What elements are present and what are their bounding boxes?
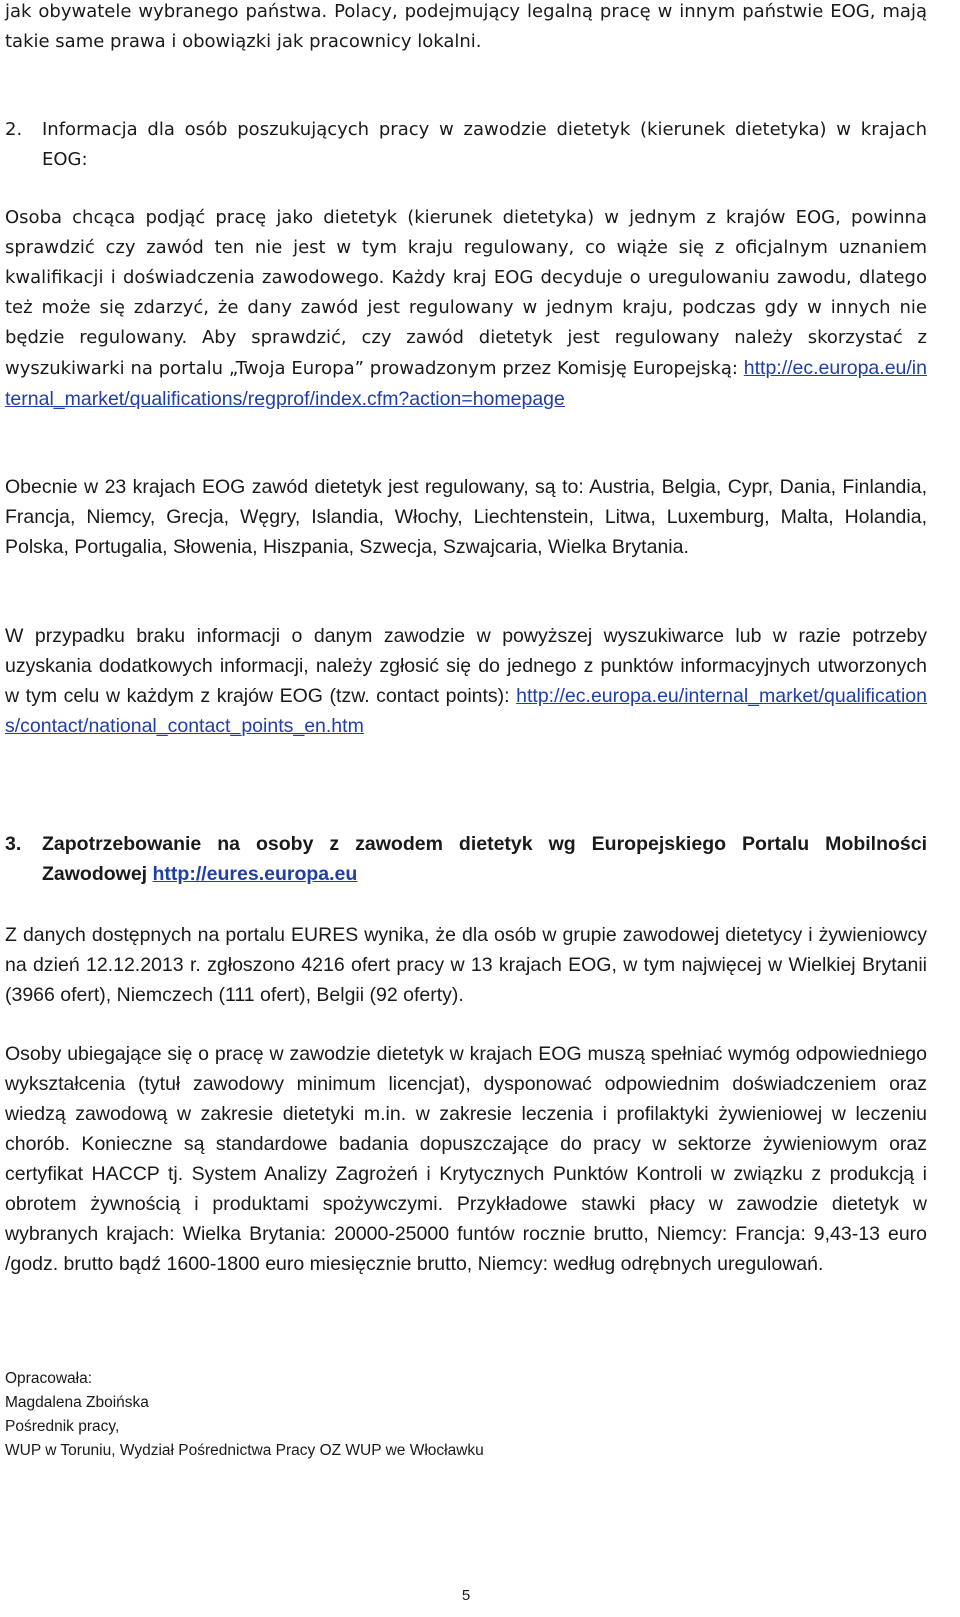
section-2-title: Informacja dla osób poszukujących pracy w zawodzie dietetyk (kierunek dietetyka) w krajach EOG: — [42, 119, 927, 170]
paragraph-eures-offers — [5, 920, 927, 1010]
section-2-number: 2. — [5, 119, 23, 140]
contact-points-link[interactable]: http://ec.europa.eu/internal_market/qualifications/contact/national_contact_points_en.htm — [5, 685, 927, 737]
paragraph-contact-points-text: W przypadku braku informacji o danym zawodzie w powyższej wyszukiwarce lub w razie potrzeby uzyskania dodatkowych informacji, należy zgłosić się do jednego z punktów informacyjnych utworzonych w tym celu w każdym z krajów EOG (tzw. contact points): — [5, 625, 927, 707]
intro-text: jak obywatele wybranego państwa. Polacy, podejmujący legalną pracę w innym państwie EOG, mają takie same prawa i obowiązki jak pracownicy lokalni. — [5, 1, 927, 52]
credits — [5, 1367, 927, 1463]
page-number: 5 — [461, 1587, 471, 1604]
section-2-heading — [5, 115, 927, 175]
credits-label: Opracowała: — [5, 1370, 93, 1387]
section-3-title: Zapotrzebowanie na osoby z zawodem dietetyk wg Europejskiego Portalu Mobilności Zawodowej — [42, 833, 927, 885]
paragraph-regulation-text: Osoba chcąca podjąć pracę jako dietetyk (kierunek dietetyka) w jednym z krajów EOG, powinna sprawdzić czy zawód ten nie jest w tym kraju regulowany, co wiąże się z oficjalnym uznaniem kwalifikacji i doświadczenia zawodowego. Każdy kraj EOG decyduje o uregulowaniu zawodu, dlatego też może się zdarzyć, że dany zawód jest regulowany w jednym kraju, podczas gdy w innych nie będzie regulowany. Aby sprawdzić, czy zawód dietetyk jest regulowany należy skorzystać z wyszukiwarki na portalu „Twoja Europa” prowadzonym przez Komisję Europejską: — [5, 207, 927, 379]
paragraph-eures-offers-text: Z danych dostępnych na portalu EURES wynika, że dla osób w grupie zawodowej dietetycy i żywieniowcy na dzień 12.12.2013 r. zgłoszono 4216 ofert pracy w 13 krajach EOG, w tym najwięcej w Wielkiej Brytanii (3966 ofert), Niemczech (111 ofert), Belgii (92 oferty). — [5, 924, 927, 1006]
paragraph-contact-points — [5, 621, 927, 741]
paragraph-requirements-text: Osoby ubiegające się o pracę w zawodzie dietetyk w krajach EOG muszą spełniać wymóg odpowiedniego wykształcenia (tytuł zawodowy minimum licencjat), dysponować odpowiednim doświadczeniem oraz wiedzą zawodową w zakresie dietetyki m.in. w zakresie leczenia i profilaktyki żywieniowej w leczeniu chorób. Konieczne są standardowe badania dopuszczające do pracy w sektorze żywieniowym oraz certyfikat HACCP tj. System Analizy Zagrożeń i Krytycznych Punktów Kontroli w związku z produkcją i obrotem żywnością i produktami spożywczymi. Przykładowe stawki płacy w zawodzie dietetyk w wybranych krajach: Wielka Brytania: 20000-25000 funtów rocznie brutto, Niemcy: Francja: 9,43-13 euro /godz. brutto bądź 1600-1800 euro miesięcznie brutto, Niemcy: według odrębnych uregulowań. — [5, 1043, 927, 1275]
regprof-link[interactable]: http://ec.europa.eu/internal_market/qualifications/regprof/index.cfm?action=homepage — [5, 357, 927, 410]
intro-paragraph — [5, 0, 927, 57]
paragraph-countries-text: Obecnie w 23 krajach EOG zawód dietetyk jest regulowany, są to: Austria, Belgia, Cypr, Dania, Finlandia, Francja, Niemcy, Grecja, Węgry, Islandia, Włochy, Liechtenstein, Litwa, Luxemburg, Malta, Holandia, Polska, Portugalia, Słowenia, Hiszpania, Szwecja, Szwajcaria, Wielka Brytania. — [5, 476, 927, 558]
section-3-number: 3. — [5, 833, 22, 855]
credits-author: Magdalena Zboińska — [5, 1394, 149, 1411]
paragraph-regulation — [5, 203, 927, 415]
paragraph-requirements — [5, 1039, 927, 1279]
credits-office: WUP w Toruniu, Wydział Pośrednictwa Pracy OZ WUP we Włocławku — [5, 1442, 484, 1459]
eures-link[interactable]: http://eures.europa.eu — [152, 863, 358, 885]
section-3-heading — [5, 829, 927, 889]
paragraph-countries — [5, 472, 927, 562]
credits-position: Pośrednik pracy, — [5, 1418, 120, 1435]
